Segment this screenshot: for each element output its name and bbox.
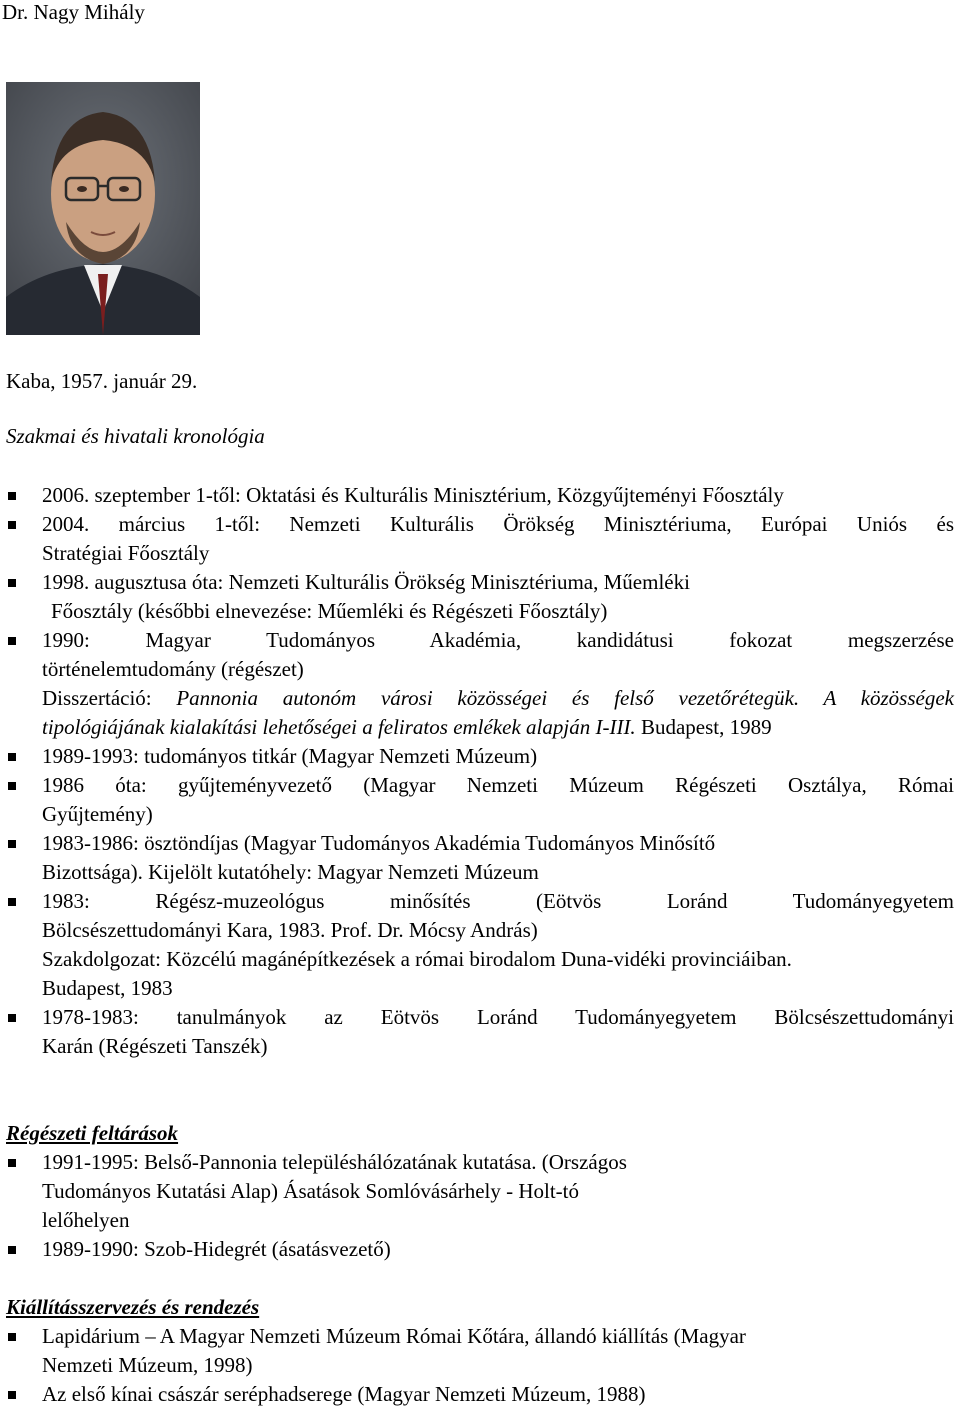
list-item: 2004. március 1-től: Nemzeti Kulturális Örökség Minisztériuma, Európai Uniós és Stratégiai Főosztály — [0, 510, 960, 568]
bullet-square-icon — [8, 1333, 16, 1341]
document-title: Dr. Nagy Mihály — [2, 0, 145, 24]
list-item: 1986 óta: gyűjteményvezető (Magyar Nemzeti Múzeum Régészeti Osztálya, Római Gyűjtemény) — [0, 771, 960, 829]
list-item: 1983-1986: ösztöndíjas (Magyar Tudományos Akadémia Tudományos Minősítő Bizottsága). Kijelölt kutatóhely: Magyar Nemzeti Múzeum — [0, 829, 960, 887]
portrait-photo — [6, 82, 200, 335]
list-item: 1983: Régész-muzeológus minősítés (Eötvös Loránd Tudományegyetem Bölcsészettudományi Kara, 1983. Prof. Dr. Mócsy András) Szakdolgozat: Közcélú magánépítkezések a római birodalom Duna-vidéki provinciáiban. Budapest, 1983 — [0, 887, 960, 1003]
list-item: 1991-1995: Belső-Pannonia településhálózatának kutatása. (Országos Tudományos Kutatási Alap) Ásatások Somlóvásárhely - Holt-tó lelőhelyen — [0, 1148, 960, 1235]
list-item: 2006. szeptember 1-től: Oktatási és Kulturális Minisztérium, Közgyűjteményi Főosztály — [0, 481, 960, 510]
bullet-square-icon — [8, 1014, 16, 1022]
birth-info: Kaba, 1957. január 29. — [6, 369, 198, 393]
section-heading-excavations: Régészeti feltárások — [6, 1121, 179, 1145]
bullet-square-icon — [8, 782, 16, 790]
list-item: Az első kínai császár seréphadserege (Magyar Nemzeti Múzeum, 1988) — [0, 1380, 960, 1409]
list-item: 1998. augusztusa óta: Nemzeti Kulturális Örökség Minisztériuma, Műemléki Főosztály (későbbi elnevezése: Műemléki és Régészeti Főosztály) — [0, 568, 960, 626]
excavations-list — [0, 1148, 960, 1264]
list-item: 1990: Magyar Tudományos Akadémia, kandidátusi fokozat megszerzése történelemtudomány (régészet) Disszertáció: Pannonia autonóm városi közösségei és felső vezetőrétegük. A közösségek tipológiájának kialakítási lehetőségei a feliratos emlékek alapján I-III. Budapest, 1989 — [0, 626, 960, 742]
list-item: Lapidárium – A Magyar Nemzeti Múzeum Római Kőtára, állandó kiállítás (Magyar Nemzeti Múzeum, 1998) — [0, 1322, 960, 1380]
bullet-square-icon — [8, 753, 16, 761]
bullet-square-icon — [8, 1246, 16, 1254]
bullet-square-icon — [8, 1391, 16, 1399]
bullet-square-icon — [8, 840, 16, 848]
chronology-list — [0, 481, 960, 1061]
bullet-square-icon — [8, 1159, 16, 1167]
list-item: 1989-1990: Szob-Hidegrét (ásatásvezető) — [0, 1235, 960, 1264]
bullet-square-icon — [8, 492, 16, 500]
exhibitions-list — [0, 1322, 960, 1409]
bullet-square-icon — [8, 898, 16, 906]
bullet-square-icon — [8, 521, 16, 529]
list-item: 1978-1983: tanulmányok az Eötvös Loránd Tudományegyetem Bölcsészettudományi Karán (Régészeti Tanszék) — [0, 1003, 960, 1061]
list-item: 1989-1993: tudományos titkár (Magyar Nemzeti Múzeum) — [0, 742, 960, 771]
section-heading-chronology: Szakmai és hivatali kronológia — [6, 424, 265, 448]
section-heading-exhibitions: Kiállításszervezés és rendezés — [6, 1295, 260, 1319]
bullet-square-icon — [8, 637, 16, 645]
bullet-square-icon — [8, 579, 16, 587]
